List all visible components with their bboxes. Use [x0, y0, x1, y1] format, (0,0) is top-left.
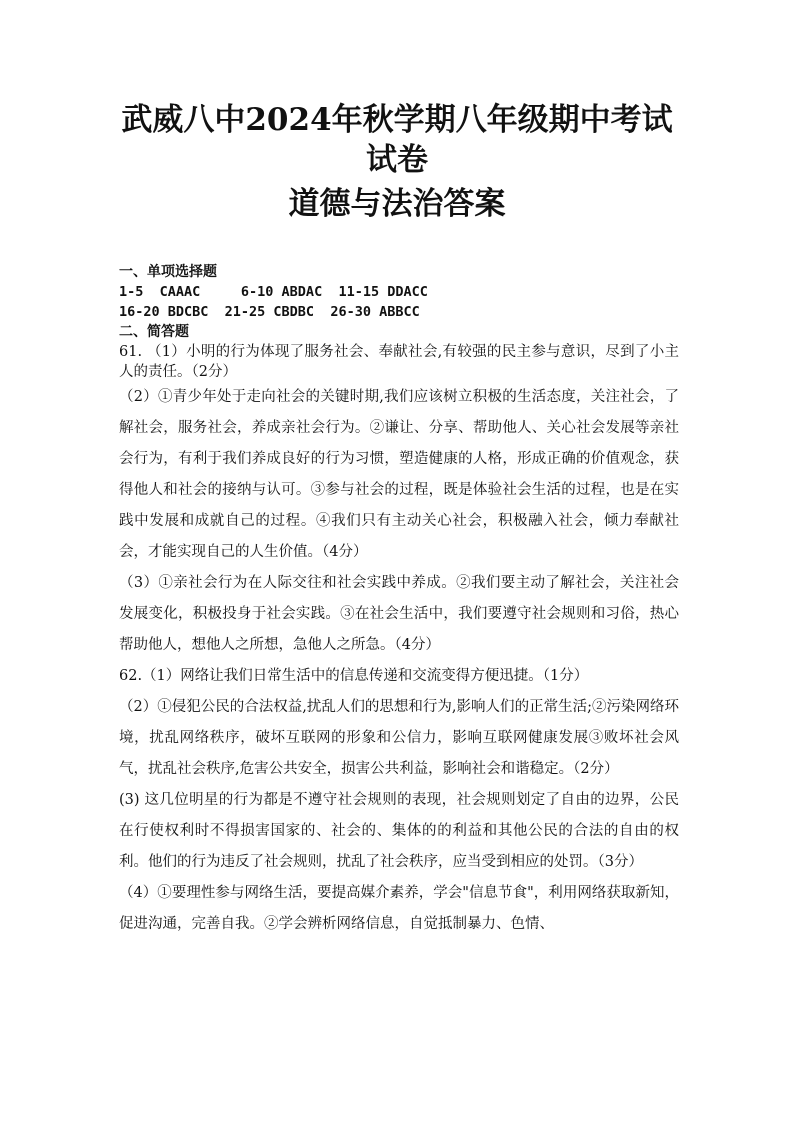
section2-heading: 二、简答题: [119, 324, 189, 340]
q61-part1: 61. （1）小明的行为体现了服务社会、奉献社会,有较强的民主参与意识，尽到了小主人的责任。（2分）: [119, 344, 679, 380]
page-subtitle: 道德与法治答案: [288, 186, 506, 222]
page-title-line1: 武威八中2024年秋学期八年级期中考试: [121, 102, 673, 138]
answer-content: [119, 262, 679, 940]
choice-answers-row2: 16-20 BDCBC 21-25 CBDBC 26-30 ABBCC: [119, 304, 420, 320]
q62-part4: （4）①要理性参与网络生活，要提高媒介素养，学会"信息节食"，利用网络获取新知，促进沟通，完善自我。②学会辨析网络信息，自觉抵制暴力、色情、: [119, 885, 679, 932]
section1-heading: 一、单项选择题: [119, 264, 217, 280]
q62-part3: (3) 这几位明星的行为都是不遵守社会规则的表现，社会规则划定了自由的边界，公民在行使权利时不得损害国家的、社会的、集体的的利益和其他公民的合法的自由的权利。他们的行为违反了社会规则，扰乱了社会秩序，应当受到相应的处罚。（3分）: [119, 792, 679, 870]
q61-part2: （2）①青少年处于走向社会的关键时期,我们应该树立积极的生活态度，关注社会，了解社会，服务社会，养成亲社会行为。②谦让、分享、帮助他人、关心社会发展等亲社会行为，有利于我们养成良好的行为习惯，塑造健康的人格，形成正确的价值观念，获得他人和社会的接纳与认可。③参与社会的过程，既是体验社会生活的过程，也是在实践中发展和成就自己的过程。④我们只有主动关心社会，积极融入社会，倾力奉献社会，才能实现自己的人生价值。（4分）: [119, 389, 679, 560]
q62-part2: （2）①侵犯公民的合法权益,扰乱人们的思想和行为,影响人们的正常生活;②污染网络环境，扰乱网络秩序，破坏互联网的形象和公信力，影响互联网健康发展③败坏社会风气，扰乱社会秩序,危害公共安全，损害公共利益，影响社会和谐稳定。（2分）: [119, 699, 679, 777]
choice-answers-row1: 1-5 CAAAC 6-10 ABDAC 11-15 DDACC: [119, 284, 428, 300]
page-title-line2: 试卷: [366, 142, 428, 178]
q61-part3: （3）①亲社会行为在人际交往和社会实践中养成。②我们要主动了解社会，关注社会发展变化，积极投身于社会实践。③在社会生活中，我们要遵守社会规则和习俗，热心帮助他人，想他人之所想，急他人之所急。（4分）: [119, 575, 679, 653]
q62-part1: 62.（1）网络让我们日常生活中的信息传递和交流变得方便迅捷。（1分）: [119, 668, 589, 684]
